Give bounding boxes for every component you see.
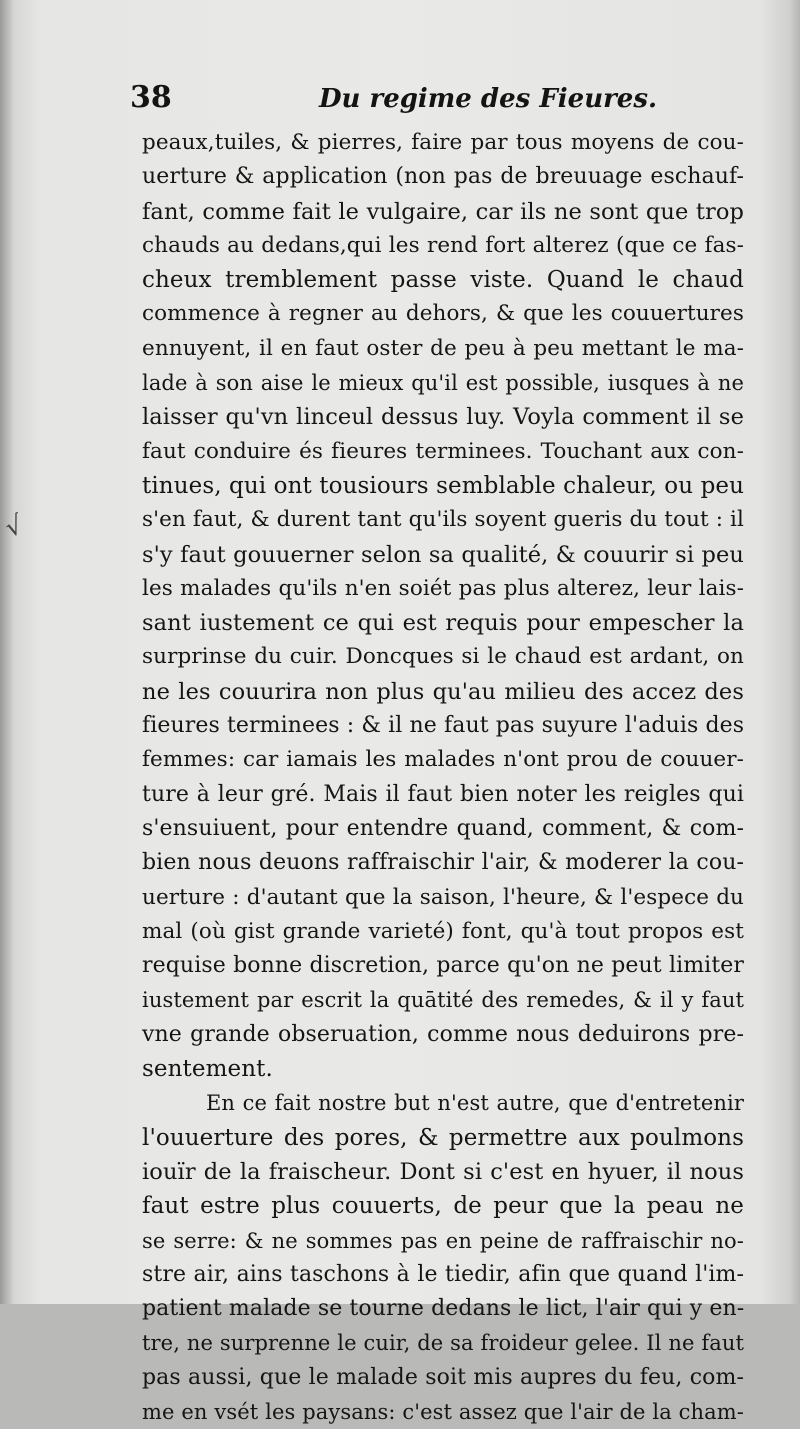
running-title: Du regime des Fieures. — [319, 84, 658, 114]
text-line: surprinse du cuir. Doncques si le chaud est ardant, on — [142, 644, 744, 670]
text-line: fieures terminees : & il ne faut pas suyure l'aduis des — [142, 713, 745, 739]
text-line: laisser qu'vn linceul dessus luy. Voyla comment il se — [142, 404, 744, 431]
text-line: se serre: & ne sommes pas en peine de raffraischir no- — [142, 1228, 744, 1253]
text-line: faut estre plus couuerts, de peur que la peau ne — [142, 1193, 744, 1220]
text-line: fant, comme fait le vulgaire, car ils ne sont que trop — [142, 198, 744, 225]
page-header — [124, 78, 658, 118]
text-line: ennuyent, il en faut oster de peu à peu mettant le ma- — [142, 335, 744, 361]
text-line: tinues, qui ont tousiours semblable chaleur, ou peu — [142, 472, 745, 499]
text-line: ture à leur gré. Mais il faut bien noter les reigles qui — [142, 781, 744, 807]
paragraph-start-line: En ce fait nostre but n'est autre, que d'entretenir — [206, 1091, 744, 1116]
text-line: ne les couurira non plus qu'au milieu des accez des — [142, 678, 744, 705]
text-line: peaux,tuiles, & pierres, faire par tous moyens de cou- — [142, 130, 744, 155]
text-line: uerture : d'autant que la saison, l'heure, & l'espece du — [142, 884, 744, 910]
text-line: iustement par escrit la quātité des remedes, & il y faut — [142, 988, 744, 1013]
text-line: tre, ne surprenne le cuir, de sa froideur gelee. Il ne faut — [142, 1331, 744, 1356]
text-line: bien nous deuons raffraischir l'air, & moderer la cou- — [142, 850, 744, 876]
text-line: pas aussi, que le malade soit mis aupres du feu, com- — [142, 1364, 744, 1390]
text-line: s'ensuiuent, pour entendre quand, comment, & com- — [142, 815, 744, 841]
text-line: femmes: car iamais les malades n'ont prou de couuer- — [142, 747, 744, 773]
page-number: 38 — [130, 80, 172, 115]
text-line: l'ouuerture des pores, & permettre aux poulmons — [142, 1124, 744, 1151]
text-line: vne grande obseruation, comme nous deduirons pre- — [142, 1021, 744, 1047]
text-line: faut conduire és fieures terminees. Touchant aux con- — [142, 438, 744, 464]
text-line: s'en faut, & durent tant qu'ils soyent gueris du tout : il — [142, 507, 744, 533]
text-line: commence à regner au dehors, & que les couuertures — [142, 301, 744, 327]
text-line: cheux tremblement passe viste. Quand le chaud — [142, 267, 744, 294]
text-line: s'y faut gouuerner selon sa qualité, & couurir si peu — [142, 541, 744, 568]
text-line: les malades qu'ils n'en soiét pas plus alterez, leur lais- — [142, 575, 744, 601]
text-line: stre air, ains taschons à le tiedir, afin que quand l'im- — [142, 1261, 744, 1287]
text-line: requise bonne discretion, parce qu'on ne peut limiter — [142, 953, 744, 979]
text-line: iouïr de la fraischeur. Dont si c'est en hyuer, il nous — [142, 1158, 744, 1185]
text-line: chauds au dedans,qui les rend fort alterez (que ce fas- — [142, 232, 744, 258]
text-line: patient malade se tourne dedans le lict, l'air qui y en- — [142, 1296, 745, 1322]
body-text — [142, 126, 744, 1429]
text-line: sant iustement ce qui est requis pour empescher la — [142, 610, 744, 637]
paragraph-end-line: sentement. — [142, 1056, 273, 1083]
text-line: uerture & application (non pas de breuuage eschauf- — [142, 164, 744, 190]
text-line: mal (où gist grande varieté) font, qu'à tout propos est — [142, 918, 744, 944]
margin-mark: √ — [1, 510, 28, 544]
text-line: me en vsét les paysans: c'est assez que l'air de la cham- — [142, 1399, 744, 1424]
text-line: lade à son aise le mieux qu'il est possible, iusques à ne — [142, 371, 744, 396]
